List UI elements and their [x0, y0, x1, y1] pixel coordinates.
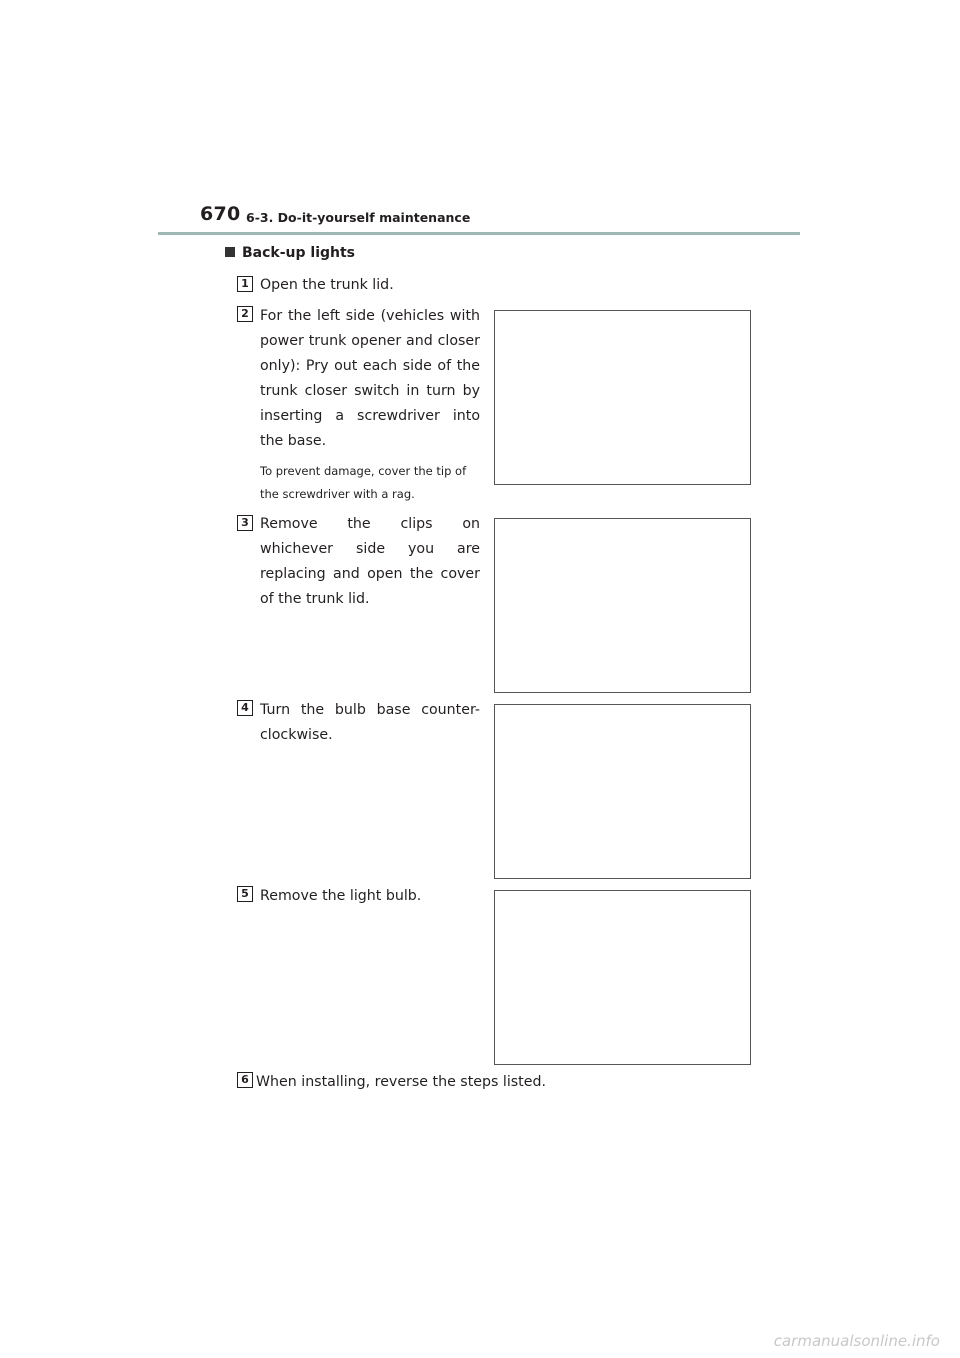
square-bullet-icon: [225, 247, 235, 257]
step-text-1: Open the trunk lid.: [260, 277, 394, 293]
figure-step-3: [494, 518, 751, 693]
step-number-3: 3: [237, 515, 253, 531]
watermark: carmanualsonline.info: [773, 1332, 940, 1350]
figure-step-5: [494, 890, 751, 1065]
step-text-5: Remove the light bulb.: [260, 888, 422, 904]
section-title: 6-3. Do-it-yourself maintenance: [246, 210, 471, 225]
step-text-3: Remove the clips on whichever side you are replacing and open the cover of the trunk lid.: [260, 516, 480, 607]
step-text-4: Turn the bulb base counter-clockwise.: [260, 702, 480, 743]
step-text-6: When installing, reverse the steps listed.: [256, 1074, 546, 1090]
figure-step-4: [494, 704, 751, 879]
heading-text: Back-up lights: [242, 245, 356, 261]
section-heading: [225, 245, 355, 261]
step-text-2: For the left side (vehicles with power trunk opener and closer only): Pry out each side of the trunk closer switch in turn by inserting a screwdriver into the base.: [260, 308, 480, 449]
step-number-5: 5: [237, 886, 253, 902]
step-number-4: 4: [237, 700, 253, 716]
step-number-1: 1: [237, 276, 253, 292]
step-note-2: To prevent damage, cover the tip of the screwdriver with a rag.: [260, 464, 467, 501]
figure-step-2: [494, 310, 751, 485]
header-rule: [158, 232, 800, 235]
step-number-2: 2: [237, 306, 253, 322]
step-number-6: 6: [237, 1072, 253, 1088]
page-number: 670: [200, 203, 241, 225]
